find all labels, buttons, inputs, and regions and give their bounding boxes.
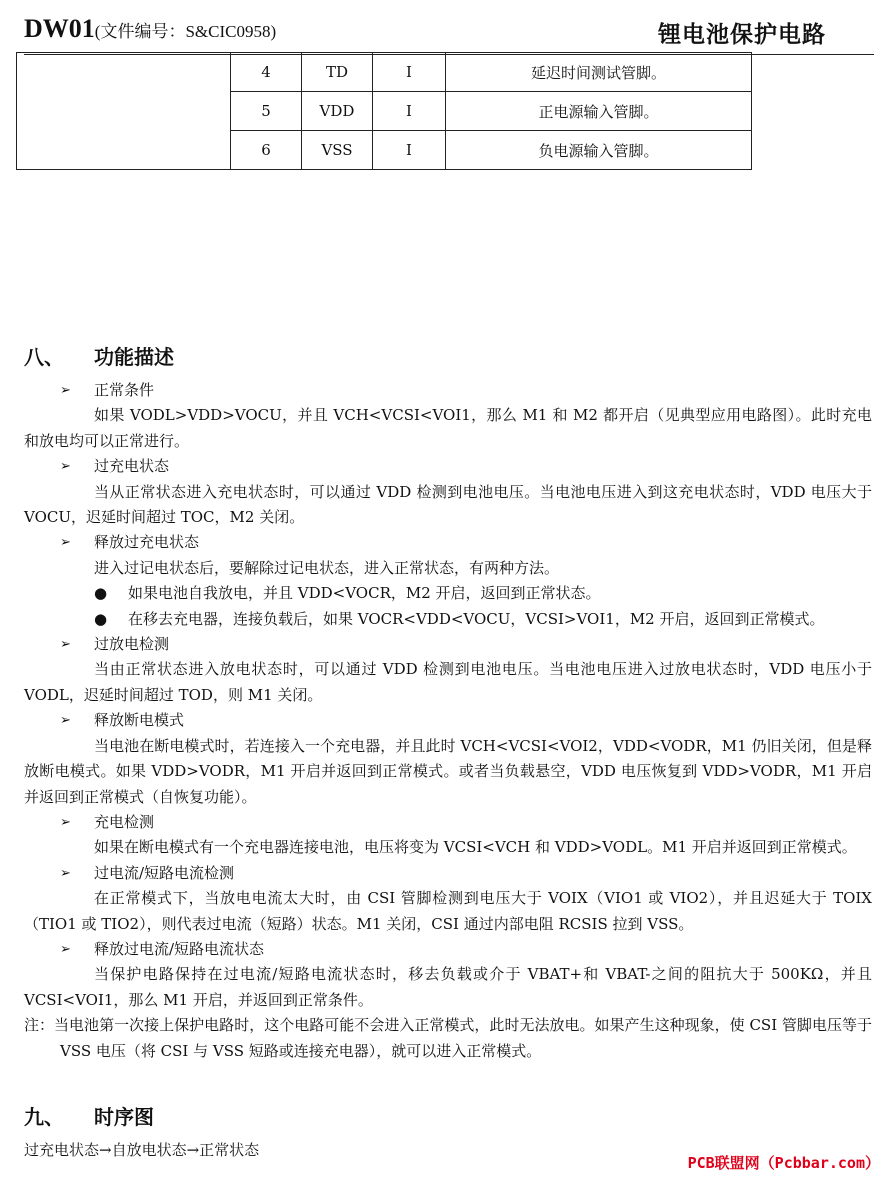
sub-item-text: 在移去充电器，连接负载后，如果 VOCR<VDD<VOCU，VCSI>VOI1，M2 开启，返回到正常模式。 xyxy=(128,609,825,628)
section-number: 八、 xyxy=(24,345,64,369)
doc-number: (文件编号：S&CIC0958) xyxy=(94,22,277,41)
doc-title: 锂电池保护电路 xyxy=(658,22,826,48)
item-heading: 充电检测 xyxy=(94,812,155,831)
timing-caption: 过充电状态→自放电状态→正常状态 xyxy=(24,1141,260,1159)
item-heading: 过充电状态 xyxy=(94,457,170,476)
item-paragraph: 进入过记电状态后，要解除过记电状态，进入正常状态，有两种方法。 xyxy=(94,558,560,577)
item-paragraph: 在正常模式下，当放电电流太大时，由 CSI 管脚检测到电压大于 VOIX（VIO1 或 VIO2），并且迟延大于 TOIX（TIO1 或 TIO2），则代表过电流（短路）状态。M1 关闭，CSI 通过内部电阻 RCSIS 拉到 VSS。 xyxy=(24,889,872,933)
section-number: 九、 xyxy=(24,1105,64,1129)
pin-io: I xyxy=(373,92,446,131)
item-heading: 正常条件 xyxy=(94,381,155,399)
sub-list-item xyxy=(24,581,872,606)
pin-name: VSS xyxy=(302,131,373,170)
sub-list-item xyxy=(24,607,872,632)
pin-number: 6 xyxy=(231,131,302,170)
list-item xyxy=(24,708,872,733)
item-paragraph: 当从正常状态进入充电状态时，可以通过 VDD 检测到电池电压。当电池电压进入到这充电状态时，VDD 电压大于 VOCU，迟延时间超过 TOC，M2 关闭。 xyxy=(24,482,872,527)
arrow-bullet-icon: ➢ xyxy=(60,535,71,551)
pin-description: 正电源输入管脚。 xyxy=(446,92,752,131)
arrow-bullet-icon: ➢ xyxy=(60,459,71,475)
item-paragraph: 当由正常状态进入放电状态时，可以通过 VDD 检测到电池电压。当电池电压进入过放电状态时，VDD 电压小于 VODL，迟延时间超过 TOD，则 M1 关闭。 xyxy=(24,660,872,704)
list-item xyxy=(24,937,872,962)
item-heading: 释放过电流/短路电流状态 xyxy=(94,939,265,958)
section-8-title xyxy=(24,341,174,370)
arrow-bullet-icon: ➢ xyxy=(60,941,71,957)
dot-bullet-icon: ● xyxy=(94,609,108,628)
doc-identifier xyxy=(24,14,276,44)
arrow-bullet-icon: ➢ xyxy=(60,713,71,729)
item-paragraph: 如果 VODL>VDD>VOCU，并且 VCH<VCSI<VOI1，那么 M1 和 M2 都开启（见典型应用电路图）。此时充电和放电均可以正常进行。 xyxy=(24,406,872,450)
arrow-bullet-icon: ➢ xyxy=(60,637,71,653)
table-blank-cell xyxy=(17,53,231,170)
pin-description: 延迟时间测试管脚。 xyxy=(446,53,752,92)
item-heading: 过放电检测 xyxy=(94,635,170,654)
item-heading: 释放断电模式 xyxy=(94,711,185,730)
pin-name: TD xyxy=(302,53,373,92)
watermark: PCB联盟网（Pcbbar.com） xyxy=(687,1154,880,1172)
doc-model: DW01 xyxy=(24,14,95,43)
list-item xyxy=(24,810,872,835)
table-row xyxy=(17,53,752,92)
note-paragraph: 注：当电池第一次接上保护电路时，这个电路可能不会进入正常模式，此时无法放电。如果产生这种现象，使 CSI 管脚电压等于 VSS 电压（将 CSI 与 VSS 短路或连接充电器），就可以进入正常模式。 xyxy=(24,1016,872,1060)
item-paragraph: 当电池在断电模式时，若连接入一个充电器，并且此时 VCH<VCSI<VOI2，VDD<VODR，M1 仍旧关闭，但是释放断电模式。如果 VDD>VODR，M1 开启并返回到正常模式。或者当负载悬空，VDD 电压恢复到 VDD>VODR，M1 开启并返回到正常模式（自恢复功能）。 xyxy=(24,736,872,806)
function-description xyxy=(24,378,872,1064)
item-heading: 释放过充电状态 xyxy=(94,533,200,552)
list-item xyxy=(24,530,872,555)
pin-number: 4 xyxy=(231,53,302,92)
list-item xyxy=(24,861,872,886)
pin-table xyxy=(16,52,752,170)
item-paragraph: 当保护电路保持在过电流/短路电流状态时，移去负载或介于 VBAT+和 VBAT-之间的阻抗大于 500KΩ，并且 VCSI<VOI1，那么 M1 开启，并返回到正常条件。 xyxy=(24,965,872,1009)
item-heading: 过电流/短路电流检测 xyxy=(94,863,235,882)
section-heading: 功能描述 xyxy=(94,345,174,369)
arrow-bullet-icon: ➢ xyxy=(60,383,71,398)
item-paragraph: 如果在断电模式有一个充电器连接电池，电压将变为 VCSI<VCH 和 VDD>VODL。M1 开启并返回到正常模式。 xyxy=(94,838,857,857)
list-item xyxy=(24,378,872,403)
dot-bullet-icon: ● xyxy=(94,584,108,603)
pin-name: VDD xyxy=(302,92,373,131)
arrow-bullet-icon: ➢ xyxy=(60,814,71,830)
pin-io: I xyxy=(373,131,446,170)
pin-io: I xyxy=(373,53,446,92)
sub-item-text: 如果电池自我放电，并且 VDD<VOCR，M2 开启，返回到正常状态。 xyxy=(128,584,601,603)
section-9-title xyxy=(24,1101,154,1130)
pin-description: 负电源输入管脚。 xyxy=(446,131,752,170)
section-heading: 时序图 xyxy=(94,1105,154,1129)
arrow-bullet-icon: ➢ xyxy=(60,865,71,881)
list-item xyxy=(24,454,872,479)
page-header xyxy=(24,14,874,55)
list-item xyxy=(24,632,872,657)
pin-number: 5 xyxy=(231,92,302,131)
